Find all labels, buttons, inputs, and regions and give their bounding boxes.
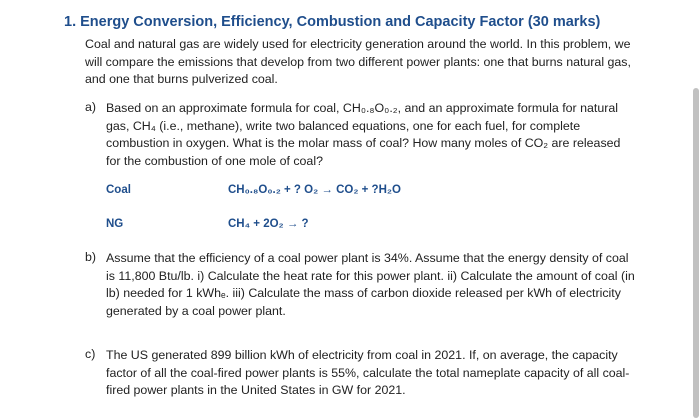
ng-equation-label: NG xyxy=(106,218,124,230)
vertical-scrollbar[interactable] xyxy=(692,0,700,420)
problem-intro: Coal and natural gas are widely used for electricity generation around the world. In this problem, we will compare the emissions that develop from two different power plants: one that burns natural gas, and one that burns pulverized coal. xyxy=(85,37,631,87)
part-b-text: Assume that the efficiency of a coal power plant is 34%. Assume that the energy density of coal is 11,800 Btu/lb. i) Calculate the heat rate for this power plant. ii) Calculate the amount of coal (in lb) needed for 1 kWhₑ. iii) Calculate the mass of carbon dioxide released per kWh of electricity generated by a coal power plant. xyxy=(106,251,635,318)
part-b-letter: b) xyxy=(85,250,97,264)
problem-title: 1. Energy Conversion, Efficiency, Combustion and Capacity Factor (30 marks) xyxy=(64,14,601,30)
coal-equation-label: Coal xyxy=(106,184,131,196)
coal-equation: CH₀.₈O₀.₂ + ? O₂ → CO₂ + ?H₂O xyxy=(228,184,401,196)
ng-equation: CH₄ + 2O₂ → ? xyxy=(228,218,309,230)
scrollbar-thumb[interactable] xyxy=(693,88,699,418)
part-a-letter: a) xyxy=(85,100,97,114)
part-c-text: The US generated 899 billion kWh of electricity from coal in 2021. If, on average, the capacity factor of all the coal-fired power plants is 55%, calculate the total nameplate capacity of all coal-fired power plants in the United States in GW for 2021. xyxy=(106,348,630,398)
part-c-letter: c) xyxy=(85,347,96,361)
part-a-text: Based on an approximate formula for coal, CH₀.₈O₀.₂, and an approximate formula for natural gas, CH₄ (i.e., methane), write two balanced equations, one for each fuel, for complete combustion in oxygen. What is the molar mass of coal? How many moles of CO₂ are released for the combustion of one mole of coal? xyxy=(106,101,621,168)
